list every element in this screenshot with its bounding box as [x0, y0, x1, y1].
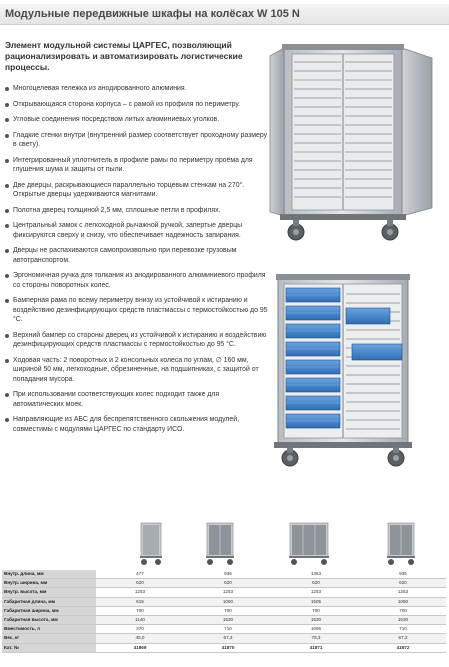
model-thumbnail-41869	[137, 520, 165, 566]
row-label: Кат. №	[2, 643, 96, 652]
list-item: Гладкие стенки внутри (внутренний размер соответствует проходному размеру в свету).	[5, 131, 270, 150]
table-cell: 620	[360, 579, 446, 588]
table-row	[2, 597, 446, 606]
table-cell: 620	[96, 579, 184, 588]
table-cell: 620	[184, 579, 272, 588]
table-cell: 67,3	[360, 634, 446, 643]
bullet-icon	[5, 209, 9, 213]
title-bar	[0, 4, 449, 25]
table-cell: 45,0	[96, 634, 184, 643]
bullet-icon	[5, 299, 9, 303]
table-row	[2, 643, 446, 652]
row-label: Вес, кг	[2, 634, 96, 643]
list-item: Верхний бампер со стороны дверец из устойчивой к истиранию и воздействию дезинфицирующих средств пластмассы с термостойкостью до 95 °C.	[5, 331, 270, 350]
model-thumbnail-41872	[384, 520, 418, 566]
list-item: Полотна дверец толщиной 2,5 мм, сплошные петли в профилях.	[5, 206, 270, 215]
table-cell: 700	[96, 606, 184, 615]
list-item: Направляющие из АБС для беспрепятственного скольжения модулей, совместимы с модулями ЦАРГЕС по стандарту ИСО.	[5, 415, 270, 434]
table-row	[2, 634, 446, 643]
feature-list	[5, 84, 270, 440]
row-label: Внутр. высота, мм	[2, 588, 96, 597]
table-cell: 41871	[272, 643, 360, 652]
table-cell: 700	[184, 606, 272, 615]
list-item: Угловые соединения посредством литых алюминиевых уголков.	[5, 115, 270, 124]
intro-text: Элемент модульной системы ЦАРГЕС, позволяющий рационализировать и автоматизировать логистические процессы.	[5, 40, 243, 72]
table-cell: 1363	[272, 570, 360, 579]
table-cell: 477	[96, 570, 184, 579]
table-cell: 1253	[360, 588, 446, 597]
list-item: Дверцы не распахиваются самопроизвольно при перевозке грузовым автотранспортом.	[5, 246, 270, 265]
model-thumbnails	[0, 520, 449, 568]
bullet-icon	[5, 184, 9, 188]
list-item: Центральный замок с легкоходной рычажной ручкой, запертые дверцы фиксируются сверху и снизу, что обеспечивает надежность запирания.	[5, 221, 270, 240]
table-cell: 1060	[360, 597, 446, 606]
table-cell: 620	[272, 579, 360, 588]
table-cell: 78,3	[272, 634, 360, 643]
table-row	[2, 588, 446, 597]
list-item: Бамперная рама по всему периметру внизу из устойчивой к истиранию и воздействию дезинфицирующих средств пластмассы с термостойкостью до 95 °C.	[5, 296, 270, 324]
table-cell: 1055	[272, 625, 360, 634]
bullet-icon	[5, 418, 9, 422]
bullet-icon	[5, 103, 9, 107]
table-cell: 41870	[184, 643, 272, 652]
row-label: Внутр. длина, мм	[2, 570, 96, 579]
list-item: Открывающаяся сторона корпуса – с рамой из профиля по периметру.	[5, 100, 270, 109]
bullet-icon	[5, 118, 9, 122]
table-row	[2, 606, 446, 615]
table-cell: 41869	[96, 643, 184, 652]
spec-table	[2, 570, 446, 653]
table-cell: 1505	[272, 597, 360, 606]
table-cell: 710	[184, 625, 272, 634]
table-row	[2, 579, 446, 588]
table-cell: 41872	[360, 643, 446, 652]
bullet-icon	[5, 274, 9, 278]
table-cell: 1530	[360, 616, 446, 625]
table-cell: 1530	[272, 616, 360, 625]
row-label: Габаритная длина, мм	[2, 597, 96, 606]
cart-open-empty-image	[262, 36, 442, 246]
list-item: Ходовая часть: 2 поворотных и 2 консольных колеса по углам, ∅ 160 мм, шириной 50 мм, легкоходные, обрезиненные, на подшипниках, с защитой от попадания мусора.	[5, 356, 270, 384]
bullet-icon	[5, 249, 9, 253]
bullet-icon	[5, 87, 9, 91]
model-thumbnail-41871	[287, 520, 331, 566]
table-cell: 1253	[96, 588, 184, 597]
table-cell: 935	[184, 570, 272, 579]
table-row	[2, 616, 446, 625]
table-cell: 67,3	[184, 634, 272, 643]
list-item: Интегрированный уплотнитель в профиле рамы по периметру проёма для глушения шума и защиты от пыли.	[5, 156, 270, 175]
model-thumbnail-41870	[203, 520, 237, 566]
table-cell: 1060	[184, 597, 272, 606]
list-item: При использовании соответствующих колес подходит также для автоматических моек.	[5, 390, 270, 409]
table-cell: 710	[360, 625, 446, 634]
table-cell: 700	[272, 606, 360, 615]
table-cell: 370	[96, 625, 184, 634]
list-item: Многоцелевая тележка из анодированного алюминия.	[5, 84, 270, 93]
table-cell: 1140	[96, 616, 184, 625]
row-label: Габаритная ширина, мм	[2, 606, 96, 615]
table-cell: 615	[96, 597, 184, 606]
table-row	[2, 570, 446, 579]
table-cell: 700	[360, 606, 446, 615]
bullet-icon	[5, 134, 9, 138]
row-label: Внутр. ширина, мм	[2, 579, 96, 588]
bullet-icon	[5, 393, 9, 397]
table-row	[2, 625, 446, 634]
row-label: Габаритная высота, мм	[2, 616, 96, 625]
cart-with-baskets-image	[262, 272, 442, 472]
table-cell: 1530	[184, 616, 272, 625]
list-item: Эргономичная ручка для толкания из анодированного алюминиевого профиля со стороны поворотных колес.	[5, 271, 270, 290]
page-title: Модульные передвижные шкафы на колёсах W 105 N	[5, 8, 300, 20]
table-cell: 1253	[184, 588, 272, 597]
bullet-icon	[5, 334, 9, 338]
bullet-icon	[5, 359, 9, 363]
row-label: Вместимость, л	[2, 625, 96, 634]
bullet-icon	[5, 159, 9, 163]
bullet-icon	[5, 224, 9, 228]
table-cell: 935	[360, 570, 446, 579]
list-item: Две дверцы, раскрывающиеся параллельно торцевым стенкам на 270°. Открытые дверцы удерживаются магнитами.	[5, 181, 270, 200]
table-cell: 1253	[272, 588, 360, 597]
